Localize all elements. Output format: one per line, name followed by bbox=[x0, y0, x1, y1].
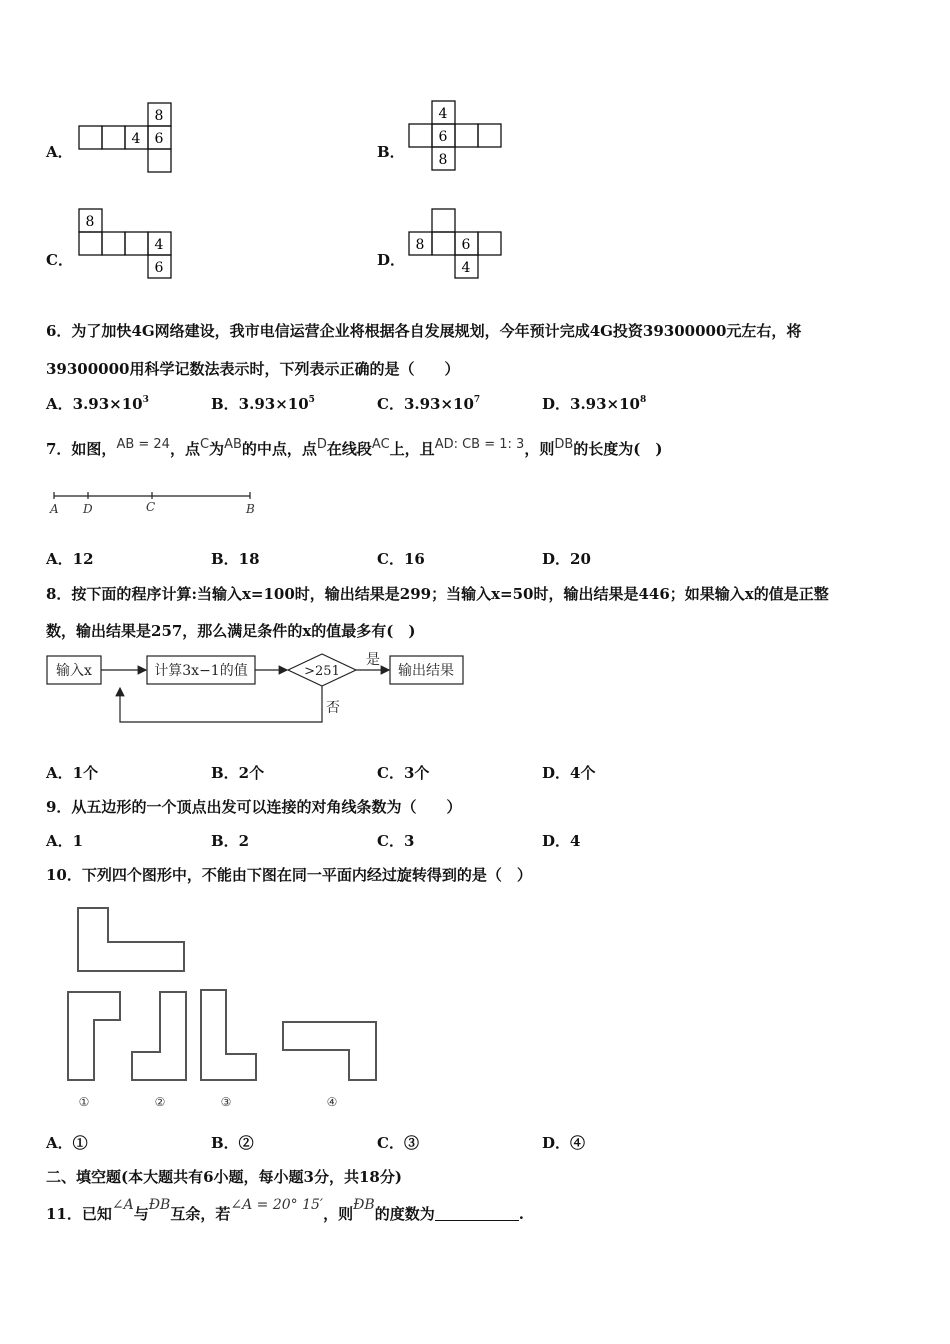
q5-b-num-8: 8 bbox=[438, 152, 448, 168]
q7-math-ratio: AD: CB = 1: 3 bbox=[434, 437, 525, 452]
q5-net-a bbox=[78, 102, 178, 174]
q7-math-ac: AC bbox=[371, 437, 390, 452]
q5-option-c-label: C． bbox=[46, 251, 73, 269]
q11-math-angle-b2: ÐB bbox=[353, 1197, 375, 1213]
q8-line2: 数，输出结果是257，那么满足条件的x的值最多有( ) bbox=[46, 622, 416, 640]
q9-option-d: D．4 bbox=[542, 832, 581, 850]
q6-option-a-text: A．3.93×10 bbox=[46, 395, 143, 413]
q11-answer-blank[interactable] bbox=[435, 1206, 519, 1221]
q5-b-num-4: 4 bbox=[438, 106, 448, 122]
q10-option-c: C．③ bbox=[377, 1134, 419, 1152]
q10-option-d: D．④ bbox=[542, 1134, 586, 1152]
q11-text-1: 11．已知 bbox=[46, 1205, 112, 1223]
q7-option-d: D．20 bbox=[542, 550, 591, 568]
q5-d-num-4: 4 bbox=[461, 260, 471, 276]
q6-option-c-text: C．3.93×10 bbox=[377, 395, 474, 413]
q7-option-a: A．12 bbox=[46, 550, 94, 568]
q10-fig-label-3: ③ bbox=[220, 1095, 232, 1109]
q5-a-num-8: 8 bbox=[154, 108, 164, 124]
q5-c-num-4: 4 bbox=[154, 237, 164, 253]
q11-math-angle-a: ∠A bbox=[111, 1197, 134, 1213]
q8-flow-condition: >251 bbox=[304, 664, 340, 679]
q10-fig-label-2: ② bbox=[154, 1095, 166, 1109]
q7-text-6: 上，且 bbox=[389, 440, 435, 458]
q7-option-c: C．16 bbox=[377, 550, 425, 568]
q7-math-ab2: AB bbox=[224, 437, 242, 452]
q7-point-c: C bbox=[146, 500, 156, 514]
q7-text-3: 为 bbox=[209, 440, 225, 458]
q10-figures bbox=[60, 900, 390, 1115]
q7-option-b: B．18 bbox=[211, 550, 260, 568]
q7-stem bbox=[46, 438, 662, 459]
q6-option-c bbox=[377, 393, 480, 414]
q7-text-8: 的长度为( ) bbox=[573, 440, 663, 458]
q10-fig-label-4: ④ bbox=[326, 1095, 338, 1109]
q6-option-b-exp: 5 bbox=[308, 395, 315, 405]
q11-text-6: . bbox=[518, 1205, 524, 1223]
q11-stem bbox=[46, 1197, 524, 1224]
q9-option-c: C．3 bbox=[377, 832, 415, 850]
q5-option-d-label: D． bbox=[377, 251, 406, 269]
q5-net-b bbox=[408, 100, 508, 174]
q5-a-num-6: 6 bbox=[154, 131, 164, 147]
q5-d-num-8: 8 bbox=[415, 237, 425, 253]
q7-text-1: 7．如图， bbox=[46, 440, 117, 458]
q7-text-5: 在线段 bbox=[326, 440, 372, 458]
q7-math-db: DB bbox=[554, 437, 574, 452]
q7-text-2: ，点 bbox=[169, 440, 200, 458]
q9-option-a: A．1 bbox=[46, 832, 84, 850]
q10-option-b: B．② bbox=[211, 1134, 254, 1152]
q6-option-a bbox=[46, 393, 149, 414]
q6-line2: 39300000用科学记数法表示时，下列表示正确的是（ ） bbox=[46, 360, 460, 378]
q5-c-num-6: 6 bbox=[154, 260, 164, 276]
q11-text-3: 互余，若 bbox=[170, 1205, 231, 1223]
q8-flow-compute: 计算3x−1的值 bbox=[154, 663, 248, 679]
q10-option-a: A．① bbox=[46, 1134, 88, 1152]
q5-a-num-4: 4 bbox=[131, 131, 141, 147]
q6-option-d-exp: 8 bbox=[639, 395, 647, 405]
q8-option-a: A．1个 bbox=[46, 764, 99, 782]
q7-segment-figure bbox=[46, 488, 266, 520]
q6-option-d-text: D．3.93×10 bbox=[542, 395, 640, 413]
q6-option-a-exp: 3 bbox=[142, 395, 149, 405]
q7-text-4: 的中点，点 bbox=[241, 440, 317, 458]
q11-math-angle-value: ∠A = 20° 15′ bbox=[230, 1197, 324, 1213]
q11-text-2: 与 bbox=[133, 1205, 149, 1223]
q8-flowchart bbox=[44, 648, 474, 728]
q5-option-a-label: A． bbox=[46, 143, 73, 161]
q10-fig-label-1: ① bbox=[78, 1095, 90, 1109]
q9-option-b: B．2 bbox=[211, 832, 250, 850]
q11-text-5: 的度数为 bbox=[374, 1205, 435, 1223]
q11-math-angle-b: ÐB bbox=[148, 1197, 171, 1213]
q6-option-d bbox=[542, 393, 646, 414]
q7-text-7: ，则 bbox=[524, 440, 555, 458]
q5-c-num-8: 8 bbox=[85, 214, 95, 230]
q8-option-d: D．4个 bbox=[542, 764, 596, 782]
q8-option-b: B．2个 bbox=[211, 764, 265, 782]
q7-math-d: D bbox=[316, 437, 327, 452]
q6-option-c-exp: 7 bbox=[473, 395, 481, 405]
q8-option-c: C．3个 bbox=[377, 764, 430, 782]
q5-net-d bbox=[408, 208, 508, 280]
q5-b-num-6: 6 bbox=[438, 129, 448, 145]
q7-point-b: B bbox=[246, 502, 255, 516]
q9-stem: 9．从五边形的一个顶点出发可以连接的对角线条数为（ ） bbox=[46, 798, 462, 816]
q8-flow-no: 否 bbox=[326, 700, 340, 716]
q8-flow-input: 输入x bbox=[56, 663, 92, 679]
q6-option-b bbox=[211, 393, 315, 414]
q5-d-num-6: 6 bbox=[461, 237, 471, 253]
q10-stem: 10．下列四个图形中，不能由下图在同一平面内经过旋转得到的是（ ） bbox=[46, 866, 532, 884]
q8-flow-output: 输出结果 bbox=[398, 663, 454, 679]
section2-title: 二、填空题(本大题共有6小题，每小题3分，共18分) bbox=[46, 1168, 402, 1186]
q8-line1: 8．按下面的程序计算:当输入x=100时，输出结果是299；当输入x=50时，输出结果是446；如果输入x的值是正整 bbox=[46, 585, 829, 603]
q6-line1: 6．为了加快4G网络建设，我市电信运营企业将根据各自发展规划，今年预计完成4G投资39300000元左右，将 bbox=[46, 322, 802, 340]
q7-math-ab: AB = 24 bbox=[116, 437, 170, 452]
q7-point-d: D bbox=[83, 502, 93, 516]
q7-math-c: C bbox=[199, 437, 210, 452]
q7-point-a: A bbox=[50, 502, 59, 516]
q5-option-b-label: B． bbox=[377, 143, 405, 161]
q8-flow-yes: 是 bbox=[366, 652, 380, 668]
q11-text-4: ，则 bbox=[323, 1205, 354, 1223]
q6-option-b-text: B．3.93×10 bbox=[211, 395, 309, 413]
q5-net-c bbox=[78, 208, 178, 280]
